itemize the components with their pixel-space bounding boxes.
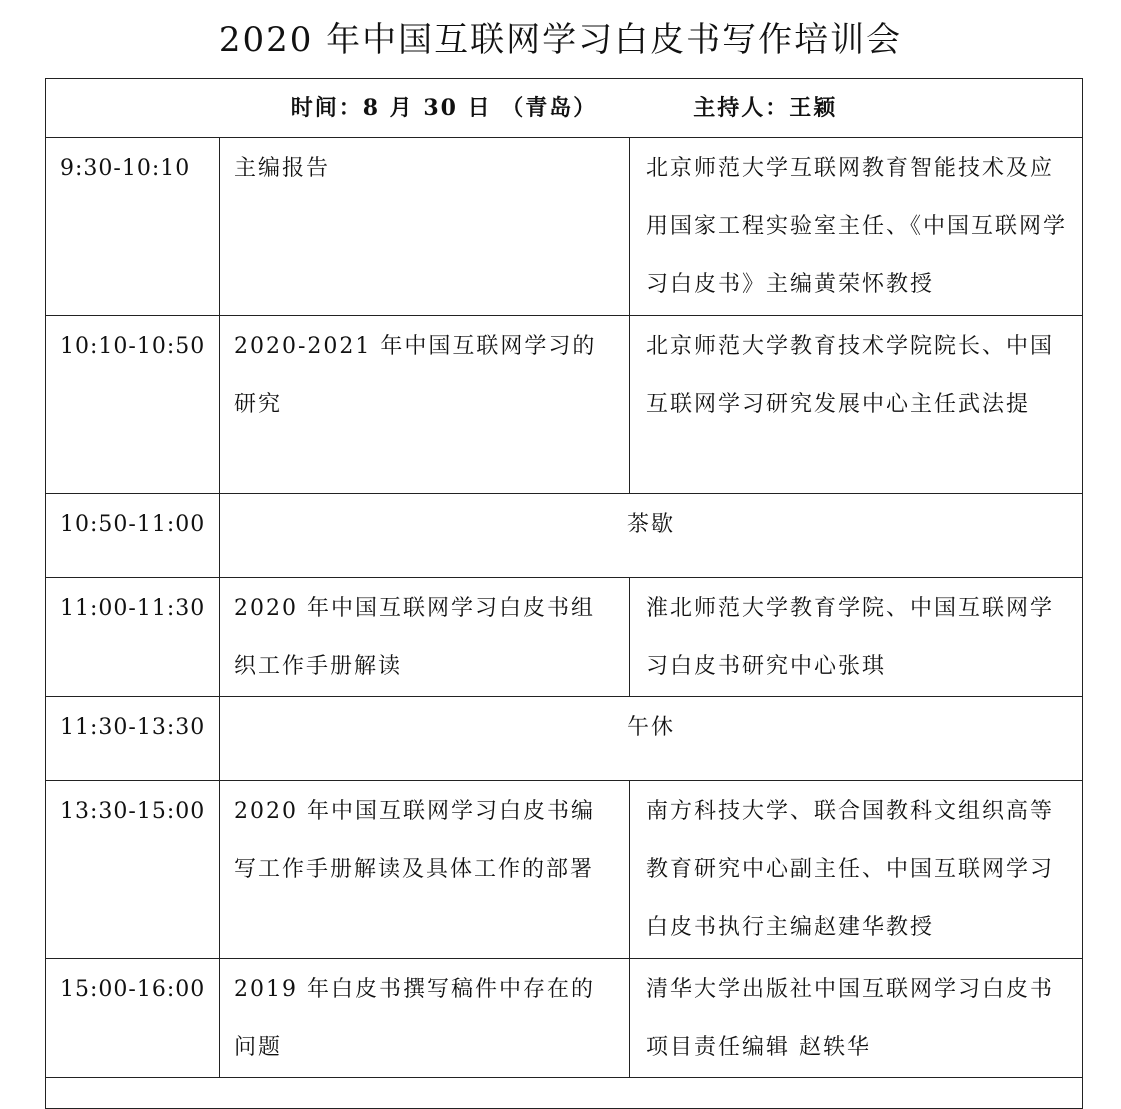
time-cell: 11:00-11:30 — [46, 578, 220, 697]
break-cell: 茶歇 — [220, 494, 1083, 578]
speaker-cell: 南方科技大学、联合国教科文组织高等教育研究中心副主任、中国互联网学习白皮书执行主编赵建华教授 — [630, 781, 1083, 959]
time-cell: 10:10-10:50 — [46, 316, 220, 494]
time-cell: 9:30-10:10 — [46, 138, 220, 316]
table-row — [46, 316, 1083, 494]
header-host: 主持人：王颖 — [693, 95, 838, 121]
topic-cell: 2020 年中国互联网学习白皮书组织工作手册解读 — [220, 578, 630, 697]
topic-cell: 2020-2021 年中国互联网学习的研究 — [220, 316, 630, 494]
table-row — [46, 578, 1083, 697]
speaker-cell: 北京师范大学互联网教育智能技术及应用国家工程实验室主任、《中国互联网学习白皮书》主编黄荣怀教授 — [630, 138, 1083, 316]
table-row-empty — [46, 1078, 1083, 1109]
empty-cell — [46, 1078, 1083, 1109]
table-row — [46, 138, 1083, 316]
schedule-table — [45, 78, 1083, 1109]
schedule-header-row — [46, 79, 1083, 138]
topic-cell: 2020 年中国互联网学习白皮书编写工作手册解读及具体工作的部署 — [220, 781, 630, 959]
time-cell: 13:30-15:00 — [46, 781, 220, 959]
table-row — [46, 959, 1083, 1078]
table-row — [46, 781, 1083, 959]
page-title: 2020 年中国互联网学习白皮书写作培训会 — [218, 20, 903, 60]
schedule-header-cell — [46, 79, 1083, 138]
table-row — [46, 697, 1083, 781]
table-row — [46, 494, 1083, 578]
time-cell: 10:50-11:00 — [46, 494, 220, 578]
topic-cell: 2019 年白皮书撰写稿件中存在的问题 — [220, 959, 630, 1078]
break-cell: 午休 — [220, 697, 1083, 781]
topic-cell: 主编报告 — [220, 138, 630, 316]
header-time: 时间：8 月 30 日 （青岛） — [290, 95, 598, 121]
time-cell: 15:00-16:00 — [46, 959, 220, 1078]
time-cell: 11:30-13:30 — [46, 697, 220, 781]
speaker-cell: 淮北师范大学教育学院、中国互联网学习白皮书研究中心张琪 — [630, 578, 1083, 697]
speaker-cell: 北京师范大学教育技术学院院长、中国互联网学习研究发展中心主任武法提 — [630, 316, 1083, 494]
speaker-cell: 清华大学出版社中国互联网学习白皮书项目责任编辑 赵轶华 — [630, 959, 1083, 1078]
